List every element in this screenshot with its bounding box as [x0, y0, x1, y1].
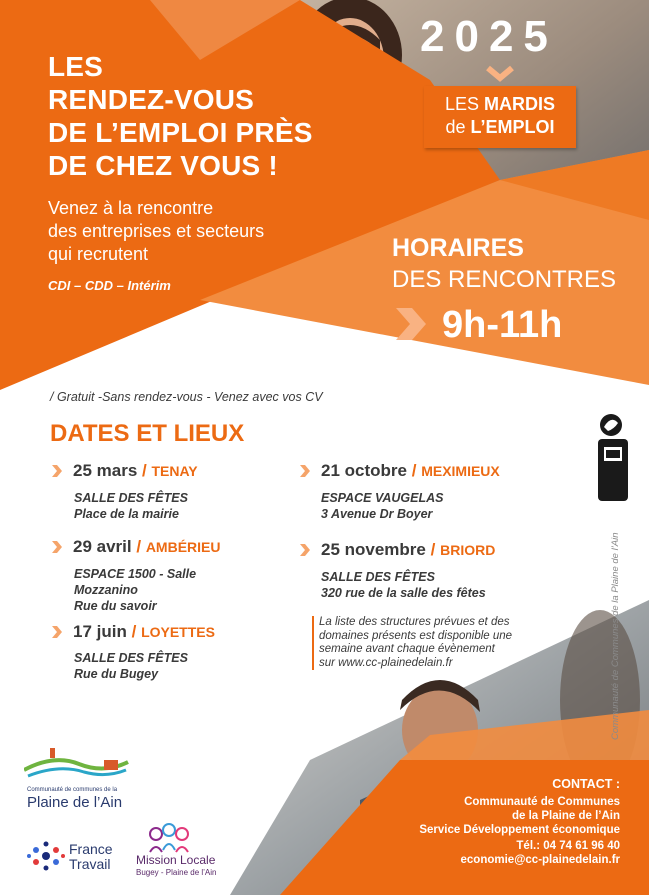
headline-line: DE CHEZ VOUS ! [48, 150, 278, 181]
contact-title: CONTACT : [552, 777, 620, 791]
event-venue-briord: SALLE DES FÊTES 320 rue de la salle des fêtes [321, 570, 486, 600]
chevron-right-icon [50, 464, 64, 478]
subtitle-line: Venez à la rencontre [48, 198, 214, 218]
mardis-banner [424, 86, 576, 148]
subtitle [48, 197, 264, 266]
hours-title: HORAIRES [392, 234, 524, 262]
headline-line: RENDEZ-VOUS [48, 84, 254, 115]
chevron-right-icon [50, 625, 64, 639]
year: 2025 [420, 12, 558, 61]
event-date-amberieu: 29 avril / AMBÉRIEU [73, 537, 221, 556]
event-venue-meximieux: ESPACE VAUGELAS 3 Avenue Dr Boyer [321, 491, 444, 521]
info-line: / Gratuit -Sans rendez-vous - Venez avec vos CV [50, 390, 323, 404]
event-date-tenay: 25 mars / TENAY [73, 461, 198, 480]
mission-locale-logo-icon [146, 822, 192, 854]
event-date-meximieux: 21 octobre / MEXIMIEUX [321, 461, 500, 480]
event-date-loyettes: 17 juin / LOYETTES [73, 622, 215, 641]
chevron-right-icon [298, 464, 312, 478]
dates-title: DATES ET LIEUX [50, 420, 245, 447]
mission-locale-subtext: Bugey - Plaine de l’Ain [136, 868, 217, 877]
france-travail-logo-icon [26, 838, 66, 874]
event-venue-loyettes: SALLE DES FÊTES Rue du Bugey [74, 651, 188, 681]
contact-email[interactable]: economie@cc-plainedelain.fr [460, 854, 620, 866]
hours-time: 9h-11h [442, 304, 563, 346]
event-venue-amberieu: ESPACE 1500 - Salle Mozzanino Rue du savoir [74, 567, 197, 613]
event-date-briord: 25 novembre / BRIORD [321, 540, 496, 559]
plaine-big-text: Plaine de l’Ain [27, 794, 123, 811]
hours-subtitle: DES RENCONTRES [392, 266, 617, 293]
subtitle-line: des entreprises et secteurs [48, 221, 265, 241]
mardis-line-1: LES MARDIS [444, 94, 556, 114]
headline-line: LES [48, 51, 104, 82]
plaine-small-text: Communauté de communes de la [27, 787, 118, 793]
chevron-right-icon [50, 540, 64, 554]
vertical-credit: Communauté de Communes de la Plaine de l’Ain [610, 532, 621, 740]
subtitle-line: qui recrutent [48, 244, 149, 264]
chevron-right-icon [298, 543, 312, 557]
events-note: La liste des structures prévues et des domaines présents est disponible une semaine avant chaque évènement sur www.cc-plainedelain.fr [312, 616, 549, 670]
plaine-de-lain-logo-icon [24, 742, 130, 786]
event-venue-tenay: SALLE DES FÊTES Place de la mairie [74, 491, 188, 521]
side-emblem-icon [596, 413, 630, 503]
contract-types: CDI – CDD – Intérim [48, 278, 171, 293]
france-travail-text: France Travail [69, 841, 113, 872]
contact-block: CONTACT : Communauté de Communes de la Plaine de l’Ain Service Développement économique Tél.: 04 74 61 96 40 economie@cc-plainedelain.fr [380, 777, 620, 867]
headline-line: DE L’EMPLOI PRÈS [48, 117, 313, 148]
mission-locale-text: Mission Locale [136, 853, 216, 867]
headline [48, 50, 313, 182]
mardis-line-2: de L’EMPLOI [445, 117, 555, 137]
contact-phone: Tél.: 04 74 61 96 40 [516, 840, 620, 852]
